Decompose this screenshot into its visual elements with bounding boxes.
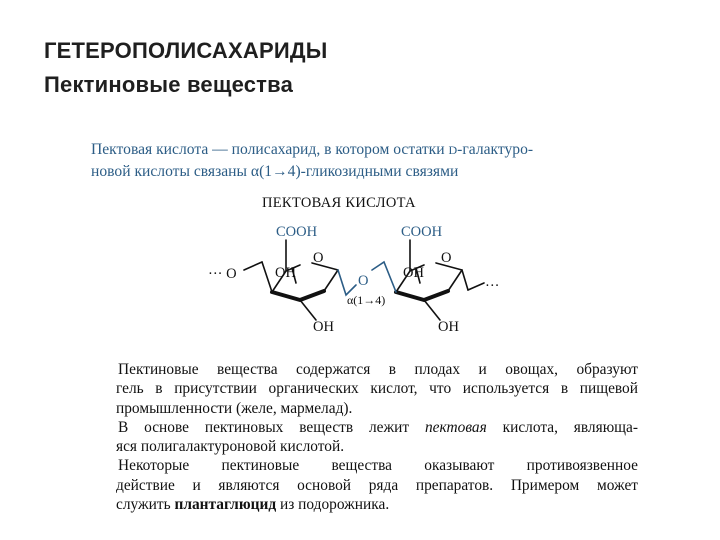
right-bottom-oh: OH <box>438 319 459 335</box>
right-ring-oh: OH <box>403 265 424 281</box>
left-ring-thick-edge <box>272 291 324 300</box>
intro-line-2: новой кислоты связаны α(1→4)-гликозидными связями <box>91 163 459 180</box>
left-chain-end: ··· O <box>208 266 237 282</box>
left-cooh-label: COOH <box>276 224 318 240</box>
right-end-bond <box>462 270 468 290</box>
right-ring-thick-edge <box>396 291 448 300</box>
p2-line-1-end: кислота, являюща- <box>486 418 638 436</box>
intro-line-1-text: Пектовая кислота — полисахарид, в котором остатки <box>91 141 449 158</box>
paragraph-2 <box>118 418 638 457</box>
p3-line-1: Некоторые пектиновые вещества оказывают противоязвенное <box>118 457 638 475</box>
left-end-bond-2 <box>244 262 262 270</box>
structure-heading: ПЕКТОВАЯ КИСЛОТА <box>262 195 416 211</box>
left-ring-oh: OH <box>275 265 296 281</box>
left-bottom-oh: OH <box>313 319 334 335</box>
right-oh-bottom-bond <box>424 300 440 320</box>
p2-line-2: яся полигалактуроновой кислотой. <box>116 438 345 456</box>
p3-line-3-end: из подорожника. <box>276 496 390 514</box>
slide-title-line-2: Пектиновые вещества <box>44 72 294 97</box>
p3-line-3 <box>116 495 638 514</box>
p1-line-1: Пектиновые вещества содержатся в плодах и овощах, образуют <box>118 361 638 378</box>
p3-line-2: действие и являются основой ряда препаратов. Примером может <box>116 476 638 494</box>
paragraph-1 <box>118 360 638 418</box>
left-end-bond <box>262 262 272 292</box>
p3-line-3-text: служить <box>116 496 175 514</box>
p1-line-2: гель в присутствии органических кислот, что используется в пищевой <box>116 380 638 398</box>
right-end-bond-2 <box>468 283 484 290</box>
body-text <box>118 360 638 514</box>
intro-line-1-end: -галактуро- <box>457 141 534 158</box>
left-ring-oxygen: O <box>313 250 324 266</box>
right-ring-oxygen: O <box>441 250 452 266</box>
left-oh-bottom-bond <box>300 300 316 320</box>
p2-italic-term: пектовая <box>424 418 487 436</box>
glycosidic-link-right <box>372 262 396 292</box>
right-cooh-label: COOH <box>401 224 443 240</box>
p3-bold-term: плантаглюцид <box>174 496 277 514</box>
linkage-label: α(1→4) <box>347 293 386 307</box>
bridge-oxygen: O <box>358 273 369 289</box>
p2-line-1-text: В основе пектиновых веществ лежит <box>118 418 425 436</box>
glycosidic-link-left <box>338 270 356 295</box>
p1-line-3: промышленности (желе, мармелад). <box>116 399 353 417</box>
right-chain-end: ··· <box>485 278 500 294</box>
paragraph-3 <box>118 456 638 514</box>
p2-line-1 <box>118 418 638 437</box>
intro-d-prefix: D <box>448 143 458 157</box>
slide-title-line-1: ГЕТЕРОПОЛИСАХАРИДЫ <box>44 38 328 63</box>
